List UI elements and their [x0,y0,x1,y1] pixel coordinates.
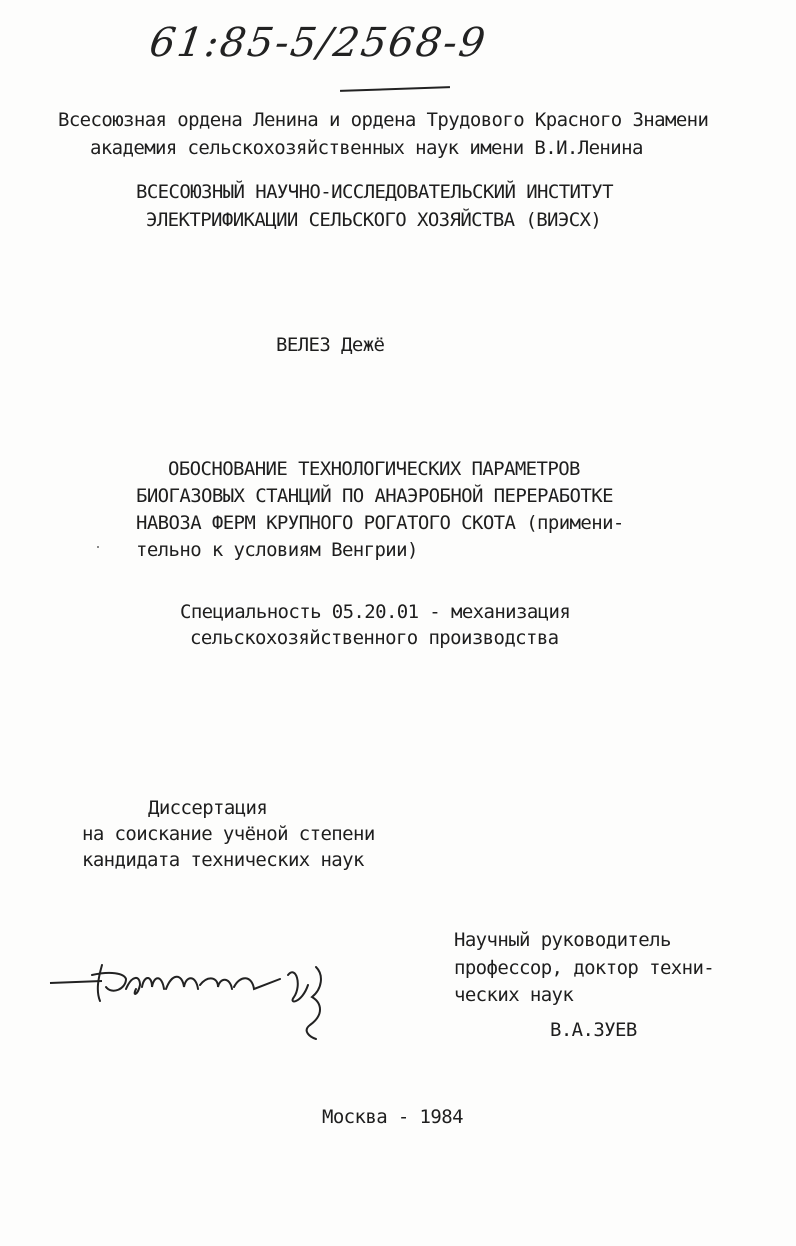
title-line-1: ОБОСНОВАНИЕ ТЕХНОЛОГИЧЕСКИХ ПАРАМЕТРОВ [168,458,580,480]
archive-code-underline [340,86,450,92]
supervisor-name: В.А.ЗУЕВ [550,1019,637,1041]
supervisor-line-1: Научный руководитель [454,929,671,951]
academy-line-1: Всесоюзная ордена Ленина и ордена Трудового Красного Знамени [58,109,709,131]
title-line-2: БИОГАЗОВЫХ СТАНЦИЙ ПО АНАЭРОБНОЙ ПЕРЕРАБОТКЕ [136,485,613,507]
city-year: Москва - 1984 [322,1106,463,1128]
author-signature [40,945,340,1045]
title-line-3: НАВОЗА ФЕРМ КРУПНОГО РОГАТОГО СКОТА (примени- [136,512,624,534]
supervisor-line-3: ческих наук [454,984,574,1006]
specialty-line-2: сельскохозяйственного производства [190,627,559,649]
academy-line-2: академия сельскохозяйственных наук имени В.И.Ленина [90,137,643,159]
supervisor-line-2: профессор, доктор техни- [454,957,715,979]
title-line-4: тельно к условиям Венгрии) [136,539,418,561]
institute-line-1: ВСЕСОЮЗНЫЙ НАУЧНО-ИССЛЕДОВАТЕЛЬСКИЙ ИНСТИТУТ [136,181,613,203]
specialty-line-1: Специальность 05.20.01 - механизация [180,601,571,623]
degree-line-2: на соискание учёной степени [82,823,375,845]
degree-line-1: Диссертация [148,797,268,819]
author-name: ВЕЛЕЗ Дежё [276,334,385,356]
institute-line-2: ЭЛЕКТРИФИКАЦИИ СЕЛЬСКОГО ХОЗЯЙСТВА (ВИЭСХ) [146,209,602,231]
page-speck [96,545,100,549]
degree-line-3: кандидата технических наук [82,849,364,871]
archive-code-handwritten: 61:85-5/2568-9 [146,20,490,66]
